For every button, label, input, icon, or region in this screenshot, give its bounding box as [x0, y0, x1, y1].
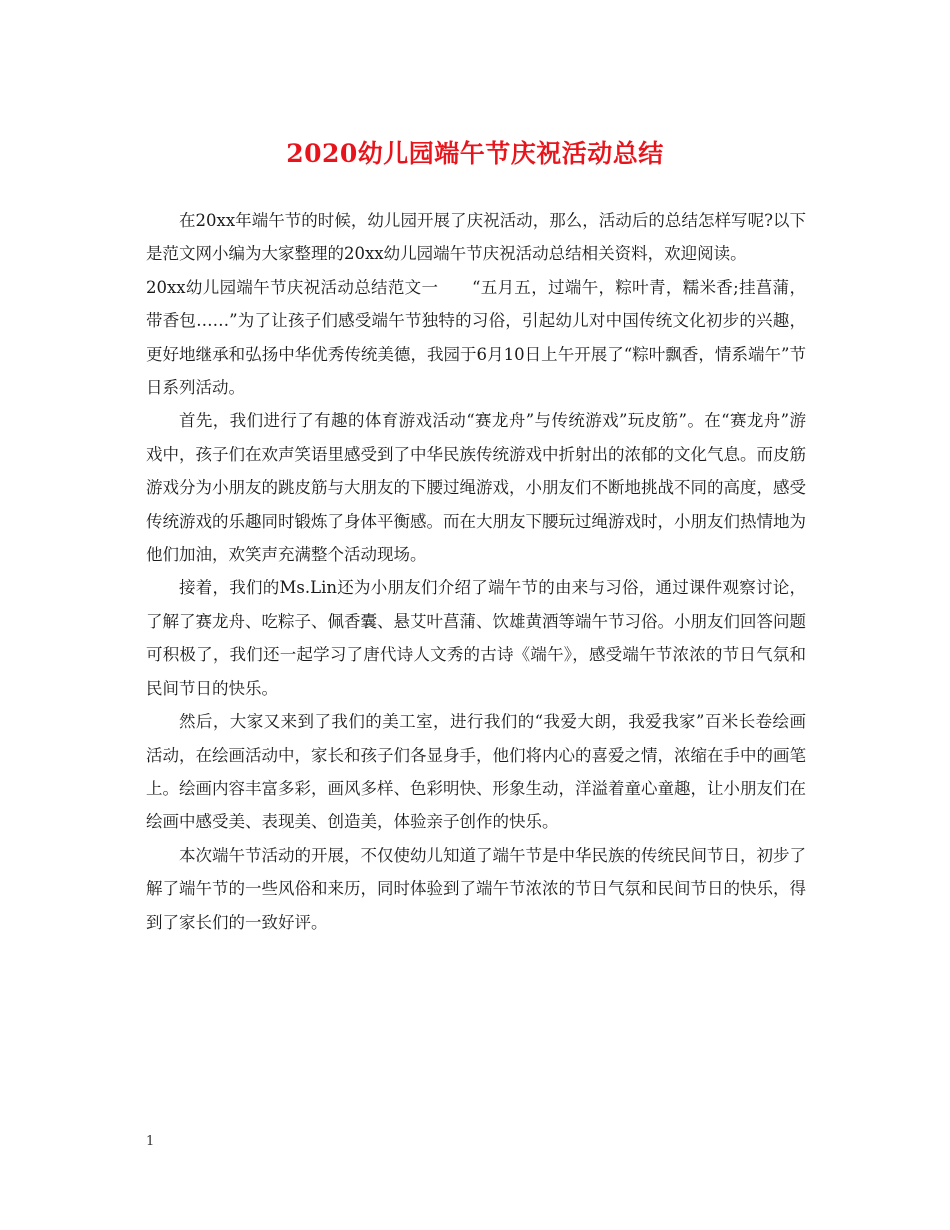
paragraph-intro: 在20xx年端午节的时候，幼儿园开展了庆祝活动，那么，活动后的总结怎样写呢?以下是范文网小编为大家整理的20xx幼儿园端午节庆祝活动总结相关资料，欢迎阅读。: [146, 211, 806, 264]
paragraph-sample-one: 20xx幼儿园端午节庆祝活动总结范文一 “五月五，过端午，粽叶青，糯米香;挂菖蒲，带香包……”为了让孩子们感受端午节独特的习俗，引起幼儿对中国传统文化初步的兴趣，更好地继承和弘扬中华优秀传统美德，我园于6月10日上午开展了“粽叶飘香，情系端午”节日系列活动。: [146, 277, 806, 398]
paragraph-customs: 接着，我们的Ms.Lin还为小朋友们介绍了端午节的由来与习俗，通过课件观察讨论，了解了赛龙舟、吃粽子、佩香囊、悬艾叶菖蒲、饮雄黄酒等端午节习俗。小朋友们回答问题可积极了，我们还一起学习了唐代诗人文秀的古诗《端午》，感受端午节浓浓的节日气氛和民间节日的快乐。: [146, 578, 806, 698]
document-title: 2020幼儿园端午节庆祝活动总结: [286, 139, 664, 168]
paragraph-painting: 然后，大家又来到了我们的美工室，进行我们的“我爱大朗，我爱我家”百米长卷绘画活动，在绘画活动中，家长和孩子们各显身手，他们将内心的喜爱之情，浓缩在手中的画笔上。绘画内容丰富多彩，画风多样、色彩明快、形象生动，洋溢着童心童趣，让小朋友们在绘画中感受美、表现美、创造美，体验亲子创作的快乐。: [146, 712, 806, 832]
page-number: 1: [146, 1134, 155, 1149]
paragraph-conclusion: 本次端午节活动的开展，不仅使幼儿知道了端午节是中华民族的传统民间节日，初步了解了端午节的一些风俗和来历，同时体验到了端午节浓浓的节日气氛和民间节日的快乐，得到了家长们的一致好评。: [146, 845, 806, 932]
document-body: [146, 204, 806, 939]
paragraph-games: 首先，我们进行了有趣的体育游戏活动“赛龙舟”与传统游戏”玩皮筋”。在“赛龙舟”游戏中，孩子们在欢声笑语里感受到了中华民族传统游戏中折射出的浓郁的文化气息。而皮筋游戏分为小朋友的跳皮筋与大朋友的下腰过绳游戏，小朋友们不断地挑战不同的高度，感受传统游戏的乐趣同时锻炼了身体平衡感。而在大朋友下腰玩过绳游戏时，小朋友们热情地为他们加油，欢笑声充满整个活动现场。: [146, 411, 806, 565]
